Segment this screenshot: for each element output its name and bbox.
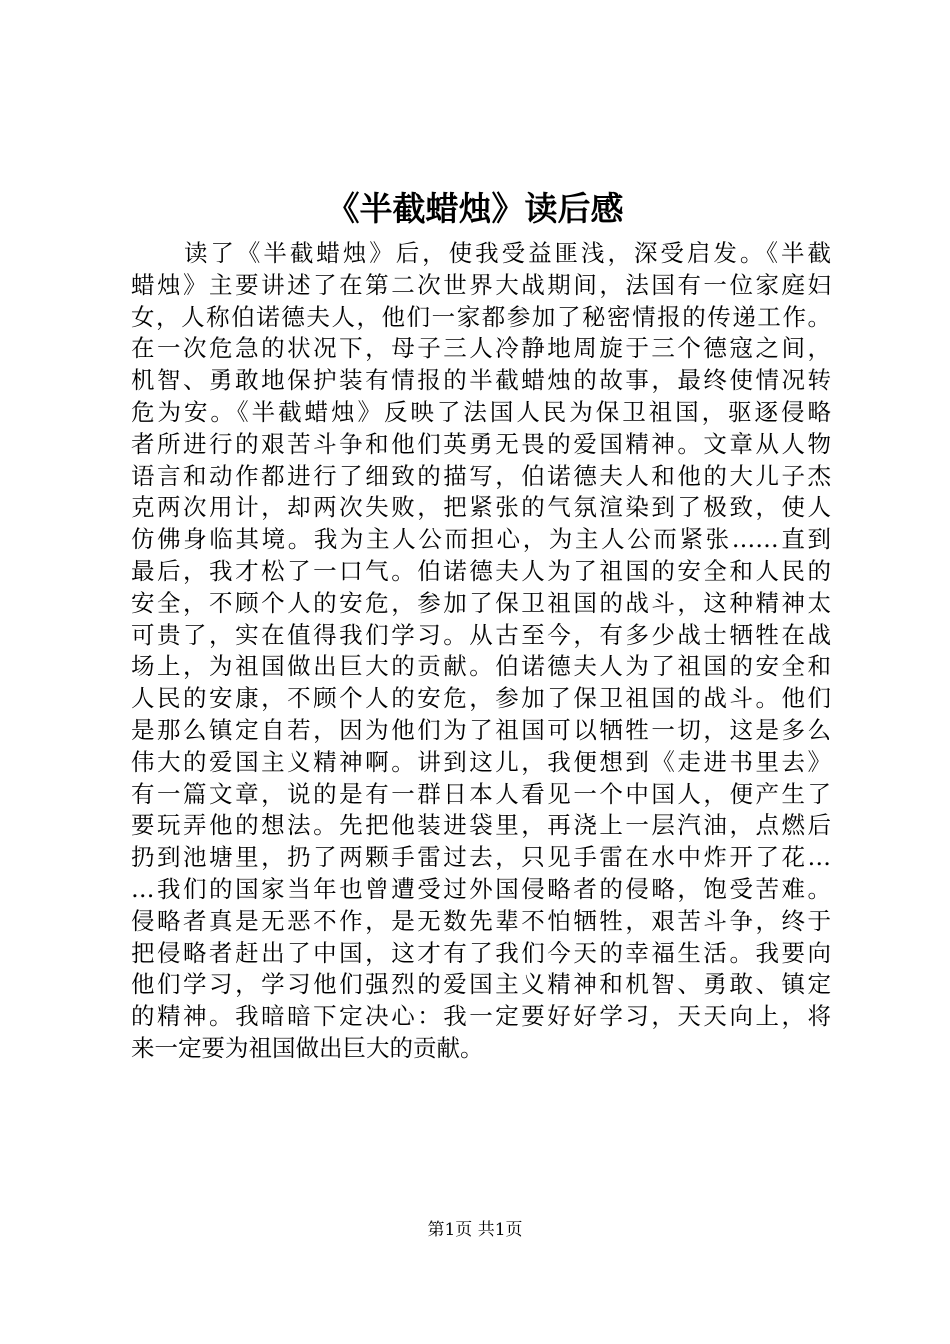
body-line: 要玩弄他的想法。先把他装进袋里，再浇上一层汽油，点燃后 bbox=[131, 811, 831, 840]
body-line: 最后，我才松了一口气。伯诺德夫人为了祖国的安全和人民的 bbox=[131, 556, 831, 585]
body-line: 在一次危急的状况下，母子三人冷静地周旋于三个德寇之间， bbox=[131, 334, 831, 363]
body-paragraph bbox=[131, 238, 831, 1065]
body-line: 克两次用计，却两次失败，把紧张的气氛渲染到了极致，使人 bbox=[131, 493, 831, 522]
body-line: 语言和动作都进行了细致的描写，伯诺德夫人和他的大儿子杰 bbox=[131, 461, 831, 490]
body-line: 他们学习，学习他们强烈的爱国主义精神和机智、勇敢、镇定 bbox=[131, 970, 831, 999]
body-line: 把侵略者赶出了中国，这才有了我们今天的幸福生活。我要向 bbox=[131, 938, 831, 967]
body-line: 人民的安康，不顾个人的安危，参加了保卫祖国的战斗。他们 bbox=[131, 684, 831, 713]
body-line: 读了《半截蜡烛》后，使我受益匪浅，深受启发。《半截 bbox=[131, 239, 831, 267]
body-line: 可贵了，实在值得我们学习。从古至今，有多少战士牺牲在战 bbox=[131, 620, 831, 649]
body-line: 蜡烛》主要讲述了在第二次世界大战期间，法国有一位家庭妇 bbox=[131, 270, 831, 299]
body-line: 仿佛身临其境。我为主人公而担心，为主人公而紧张……直到 bbox=[131, 525, 831, 554]
body-line: …我们的国家当年也曾遭受过外国侵略者的侵略，饱受苦难。 bbox=[131, 874, 831, 903]
body-line: 有一篇文章，说的是有一群日本人看见一个中国人，便产生了 bbox=[131, 779, 831, 808]
body-line: 来一定要为祖国做出巨大的贡献。 bbox=[131, 1033, 484, 1062]
body-line: 危为安。《半截蜡烛》反映了法国人民为保卫祖国，驱逐侵略 bbox=[131, 397, 831, 426]
body-line: 场上，为祖国做出巨大的贡献。伯诺德夫人为了祖国的安全和 bbox=[131, 652, 831, 681]
body-line: 的精神。我暗暗下定决心：我一定要好好学习，天天向上，将 bbox=[131, 1002, 831, 1031]
body-line: 扔到池塘里，扔了两颗手雷过去，只见手雷在水中炸开了花… bbox=[131, 843, 831, 872]
body-line: 机智、勇敢地保护装有情报的半截蜡烛的故事，最终使情况转 bbox=[131, 366, 831, 395]
document-title: 《半截蜡烛》读后感 bbox=[326, 189, 624, 228]
page-footer: 第1页 共1页 bbox=[427, 1220, 523, 1240]
body-line: 侵略者真是无恶不作，是无数先辈不怕牺牲，艰苦斗争，终于 bbox=[131, 906, 831, 935]
body-line: 者所进行的艰苦斗争和他们英勇无畏的爱国精神。文章从人物 bbox=[131, 429, 831, 458]
body-line: 安全，不顾个人的安危，参加了保卫祖国的战斗，这种精神太 bbox=[131, 588, 831, 617]
body-line: 是那么镇定自若，因为他们为了祖国可以牺牲一切，这是多么 bbox=[131, 715, 831, 744]
body-line: 伟大的爱国主义精神啊。讲到这儿，我便想到《走进书里去》 bbox=[131, 747, 831, 776]
body-line: 女，人称伯诺德夫人，他们一家都参加了秘密情报的传递工作。 bbox=[131, 302, 831, 331]
